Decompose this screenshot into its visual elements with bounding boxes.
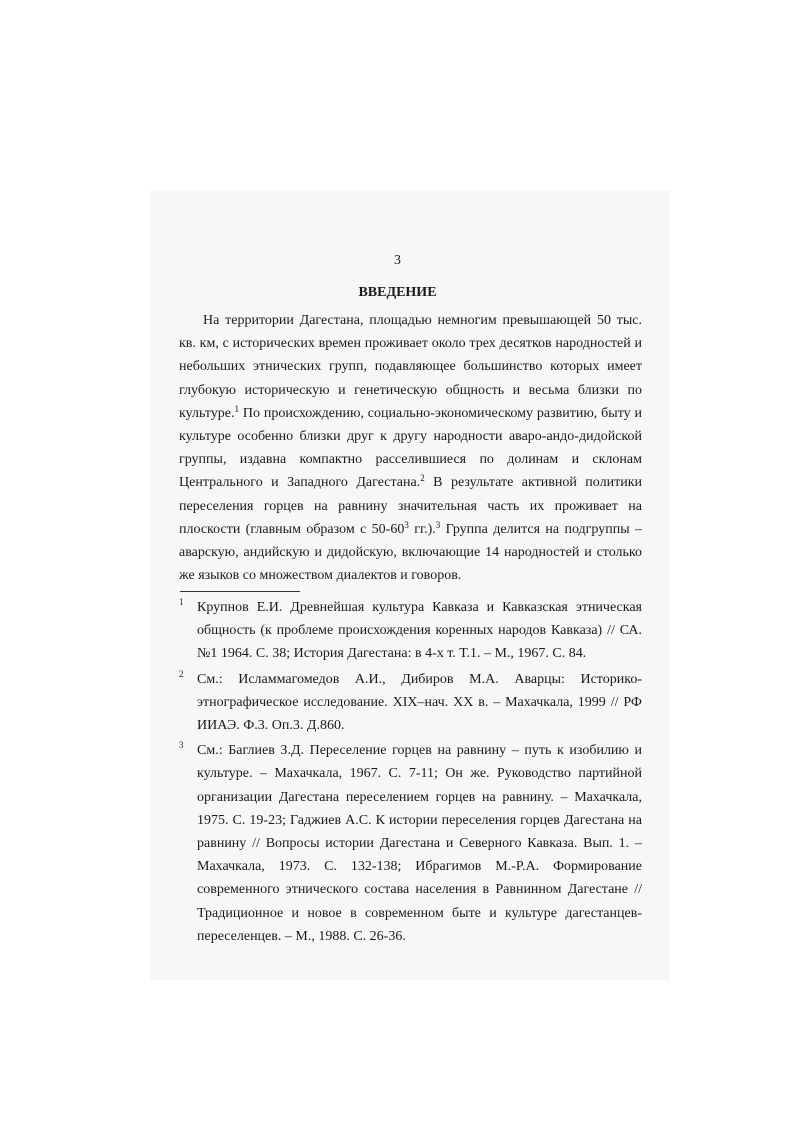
footnote-1: 1 Крупнов Е.И. Древнейшая культура Кавказа и Кавказская этническая общность (к проблеме происхождения коренных народов Кавказа) // СА. №1 1964. С. 38; История Дагестана: в 4-х т. Т.1. – М., 1967. С. 84. — [179, 597, 642, 662]
footnote-text: Крупнов Е.И. Древнейшая культура Кавказа и Кавказская этническая общность (к проблеме происхождения коренных народов Кавказа) // СА. №1 1964. С. 38; История Дагестана: в 4-х т. Т.1. – М., 1967. С. 84. — [197, 600, 642, 662]
year-superscript: 3 — [404, 519, 409, 530]
footnote-3: 3 См.: Баглиев З.Д. Переселение горцев на равнину – путь к изобилию и культуре. – Махачкала, 1967. С. 7-11; Он же. Руководство партийной организации Дагестана переселением горцев на равнину. – Махачкала, 1975. С. 19-23; Гаджиев А.С. К истории переселения горцев Дагестана на равнину // Вопросы истории Дагестана и Северного Кавказа. Вып. 1. –Махачкала, 1973. С. 132-138; Ибрагимов М.-Р.А. Формирование современного этнического состава населения в Равнинном Дагестане // Традиционное и новое в современном быте и культуре дагестанцев-переселенцев. – М., 1988. С. 26-36. — [179, 740, 642, 944]
paragraph — [179, 309, 642, 587]
text-segment: На территории Дагестана, площадью немногим превышающей 50 тыс. кв. км, с исторических времен проживает около трех десятков народностей и небольших этнических групп, подавляющее большинство которых имеет глубокую историческую и генетическую общность и весьма близки по культуре. — [179, 313, 642, 421]
footnote-ref-1: 1 — [234, 403, 239, 414]
text-segment: гг.). — [408, 521, 436, 537]
footnote-text: См.: Баглиев З.Д. Переселение горцев на равнину – путь к изобилию и культуре. – Махачкала, 1967. С. 7-11; Он же. Руководство партийной организации Дагестана переселением горцев на равнину. – Махачкала, 1975. С. 19-23; Гаджиев А.С. К истории переселения горцев Дагестана на равнину // Вопросы истории Дагестана и Северного Кавказа. Вып. 1. –Махачкала, 1973. С. 132-138; Ибрагимов М.-Р.А. Формирование современного этнического состава населения в Равнинном Дагестане // Традиционное и новое в современном быте и культуре дагестанцев-переселенцев. – М., 1988. С. 26-36. — [197, 743, 642, 944]
page-title: ВВЕДЕНИЕ — [358, 285, 437, 300]
text-segment: Группа делится на подгруппы – аварскую, андийскую и дидойскую, включающие 14 народностей и столько же языков со множеством диалектов и говоров. — [179, 521, 642, 584]
body-text — [179, 309, 642, 587]
footnote-text: См.: Исламмагомедов А.И., Дибиров М.А. Аварцы: Историко-этнографическое исследование. XIX–нач. XX в. – Махачкала, 1999 // РФ ИИАЭ. Ф.3. Оп.3. Д.860. — [197, 671, 642, 734]
footnote-2: 2 См.: Исламмагомедов А.И., Дибиров М.А. Аварцы: Историко-этнографическое исследование. XIX–нач. XX в. – Махачкала, 1999 // РФ ИИАЭ. Ф.3. Оп.3. Д.860. — [179, 668, 642, 734]
text-segment: В результате активной политики переселения горцев на равнину значительная часть их проживает на плоскости (главным образом с 50-60 — [179, 475, 642, 537]
footnote-divider — [180, 591, 300, 592]
footnote-ref-2: 2 — [420, 473, 425, 484]
text-segment: По происхождению, социально-экономическому развитию, быту и культуре особенно близки друг к другу народности аваро-андо-дидойской группы, издавна компактно расселившиеся по долинам и склонам Центрального и Западного Дагестана. — [179, 405, 642, 491]
footnotes — [179, 596, 642, 950]
footnote-ref-3: 3 — [435, 519, 441, 530]
page-number: 3 — [394, 253, 401, 268]
